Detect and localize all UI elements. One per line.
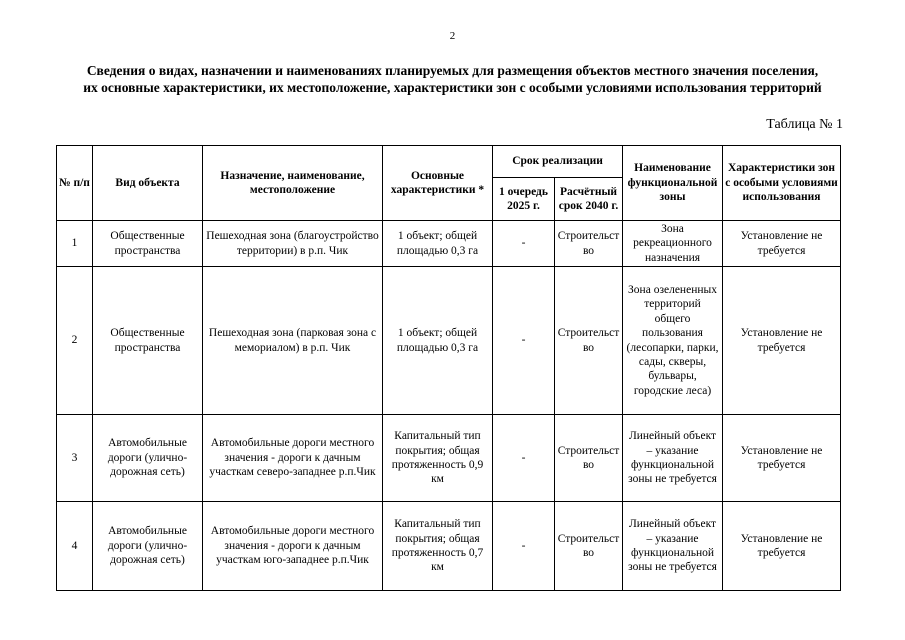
table-row — [57, 415, 841, 502]
cell-zone: Зона озелененных территорий общего пользования (лесопарки, парки, сады, скверы, бульвары, городские леса) — [623, 267, 723, 415]
cell-first: - — [493, 267, 555, 415]
cell-first: - — [493, 502, 555, 591]
cell-special: Установление не требуется — [723, 415, 841, 502]
document-title: Сведения о видах, назначении и наименованиях планируемых для размещения объектов местного значения поселения, их основные характеристики, их местоположение, характеристики зон с особыми условиями использования территорий — [83, 63, 822, 95]
cell-type: Общественные пространства — [93, 221, 203, 267]
cell-first: - — [493, 221, 555, 267]
cell-calc: Строительство — [555, 221, 623, 267]
cell-type: Автомобильные дороги (улично-дорожная сеть) — [93, 415, 203, 502]
header-term-calc: Расчётный срок 2040 г. — [555, 178, 623, 221]
table-header-row — [57, 146, 841, 178]
header-special: Характеристики зон с особыми условиями использования — [723, 146, 841, 221]
cell-zone: Линейный объект – указание функциональной зоны не требуется — [623, 502, 723, 591]
cell-type: Общественные пространства — [93, 267, 203, 415]
cell-type: Автомобильные дороги (улично-дорожная сеть) — [93, 502, 203, 591]
header-type: Вид объекта — [93, 146, 203, 221]
cell-zone: Зона рекреационного назначения — [623, 221, 723, 267]
cell-num: 1 — [57, 221, 93, 267]
header-term-first: 1 очередь 2025 г. — [493, 178, 555, 221]
page-number: 2 — [449, 30, 456, 42]
header-characteristics: Основные характеристики * — [383, 146, 493, 221]
cell-purpose: Автомобильные дороги местного значения - дороги к дачным участкам юго-западнее р.п.Чик — [203, 502, 383, 591]
cell-zone: Линейный объект – указание функциональной зоны не требуется — [623, 415, 723, 502]
cell-purpose: Пешеходная зона (парковая зона с мемориалом) в р.п. Чик — [203, 267, 383, 415]
cell-num: 2 — [57, 267, 93, 415]
header-term: Срок реализации — [493, 146, 623, 178]
table-label: Таблица № 1 — [766, 117, 843, 132]
cell-purpose: Автомобильные дороги местного значения - дороги к дачным участкам северо-западнее р.п.Чик — [203, 415, 383, 502]
cell-special: Установление не требуется — [723, 502, 841, 591]
cell-num: 3 — [57, 415, 93, 502]
cell-purpose: Пешеходная зона (благоустройство территории) в р.п. Чик — [203, 221, 383, 267]
cell-special: Установление не требуется — [723, 221, 841, 267]
table-row — [57, 221, 841, 267]
header-zone: Наименование функциональной зоны — [623, 146, 723, 221]
cell-calc: Строительство — [555, 415, 623, 502]
cell-characteristics: 1 объект; общей площадью 0,3 га — [383, 267, 493, 415]
cell-special: Установление не требуется — [723, 267, 841, 415]
cell-characteristics: Капитальный тип покрытия; общая протяженность 0,7 км — [383, 502, 493, 591]
cell-first: - — [493, 415, 555, 502]
header-purpose: Назначение, наименование, местоположение — [203, 146, 383, 221]
cell-calc: Строительство — [555, 267, 623, 415]
cell-calc: Строительство — [555, 502, 623, 591]
cell-characteristics: Капитальный тип покрытия; общая протяженность 0,9 км — [383, 415, 493, 502]
table-row — [57, 267, 841, 415]
objects-table — [56, 145, 841, 591]
table-row — [57, 502, 841, 591]
cell-num: 4 — [57, 502, 93, 591]
cell-characteristics: 1 объект; общей площадью 0,3 га — [383, 221, 493, 267]
header-num: № п/п — [57, 146, 93, 221]
